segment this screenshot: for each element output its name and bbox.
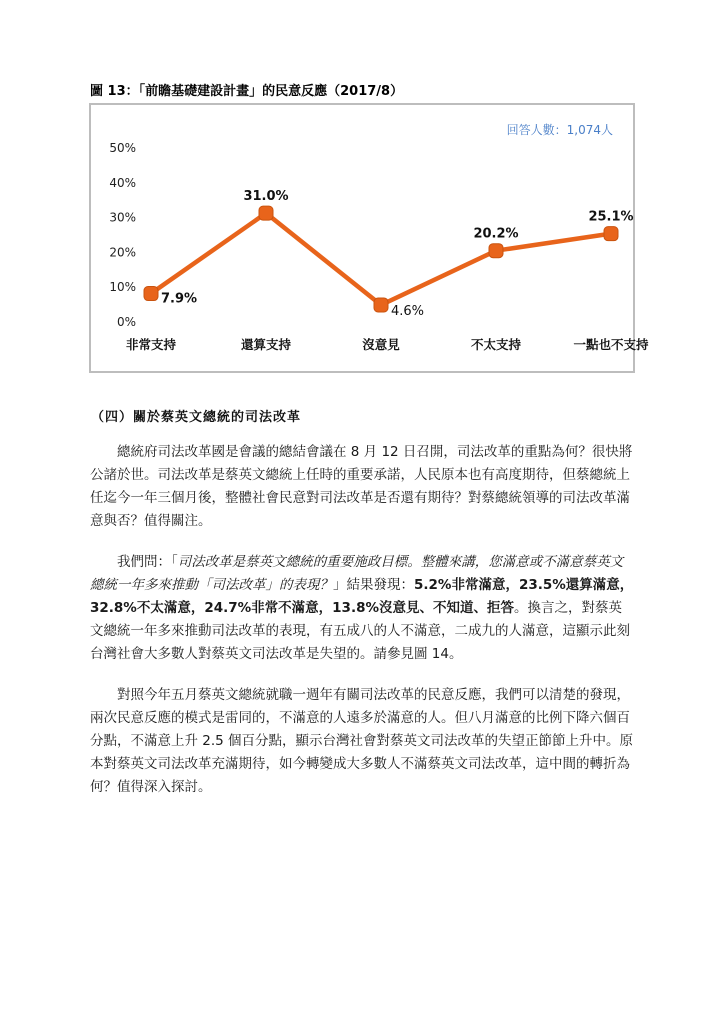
y-tick-label: 0% [116, 315, 136, 329]
section-heading: （四）關於蔡英文總統的司法改革 [91, 410, 302, 425]
y-tick-label: 50% [109, 141, 136, 155]
paragraph-2-mid: 」結果發現： [333, 577, 414, 593]
respondents-note: 回答人數：1,074人 [506, 123, 613, 137]
paragraph-3 [90, 684, 634, 799]
data-label: 7.9% [161, 291, 198, 307]
chart-frame [89, 103, 649, 373]
y-tick-label: 10% [109, 280, 136, 295]
paragraph-1-text: 總統府司法改革國是會議的總結會議在 8 月 12 日召開，司法改革的重點為何？很快將公諸於世。司法改革是蔡英文總統上任時的重要承諾，人民原本也有高度期待，但蔡總統上任迄今一年三個月後，整體社會民意對司法改革是否還有期待？對蔡總統領導的司法改革滿意與否？值得關注。 [90, 444, 633, 529]
data-label: 4.6% [391, 303, 425, 319]
x-category-label: 一點也不支持 [573, 337, 649, 352]
survey-question: 司法改革是蔡英文總統的重要施政目標。整體來講，您滿意或不滿意蔡英文總統一年多來推動「司法改革」的表現？ [90, 554, 624, 593]
data-label: 25.1% [588, 209, 634, 225]
y-tick-label: 40% [109, 175, 136, 190]
figure-caption: 圖 13：「前瞻基礎建設計畫」的民意反應（2017/8） [90, 84, 404, 99]
data-point-marker [259, 206, 273, 220]
data-point-marker [144, 287, 158, 301]
paragraph-2-lead: 我們問：「 [117, 554, 178, 570]
line-chart [91, 105, 649, 371]
data-point-marker [489, 244, 503, 258]
x-category-label: 不太支持 [470, 337, 522, 352]
paragraph-2 [90, 551, 634, 666]
paragraph-2-tail: 。換言之，對蔡英文總統一年多來推動司法改革的表現，有五成八的人不滿意，二成九的人滿意，這顯示此刻台灣社會大多數人對蔡英文司法改革是失望的。請參見圖 14。 [90, 600, 630, 662]
data-point-marker [374, 298, 388, 312]
data-label: 31.0% [243, 189, 289, 205]
data-label: 20.2% [473, 226, 519, 242]
data-point-marker [604, 227, 618, 241]
paragraph-1 [90, 441, 634, 533]
series-line [151, 213, 611, 305]
y-tick-label: 20% [109, 245, 136, 260]
paragraph-3-text: 對照今年五月蔡英文總統就職一週年有關司法改革的民意反應，我們可以清楚的發現，兩次民意反應的模式是雷同的，不滿意的人遠多於滿意的人。但八月滿意的比例下降六個百分點，不滿意上升 2.5 個百分點，顯示台灣社會對蔡英文司法改革的失望正節節上升中。原本對蔡英文司法改革充滿期待，如今轉變成大多數人不滿蔡英文司法改革，這中間的轉折為何？值得深入探討。 [90, 687, 634, 795]
y-tick-label: 30% [109, 210, 136, 225]
x-category-label: 非常支持 [125, 337, 177, 352]
x-category-label: 還算支持 [240, 337, 292, 352]
x-category-label: 沒意見 [362, 337, 400, 352]
survey-results: 5.2%非常滿意，23.5%還算滿意，32.8%不太滿意，24.7%非常不滿意，13.8%沒意見、不知道、拒答 [90, 577, 634, 616]
